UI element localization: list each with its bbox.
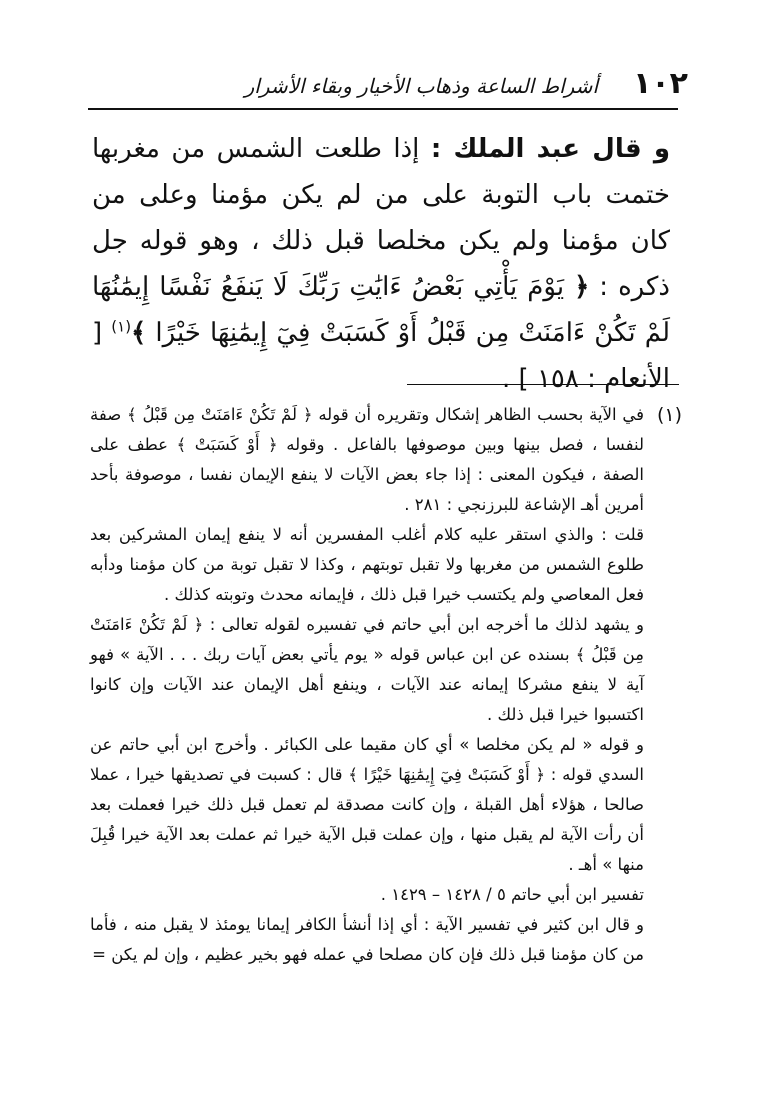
verse-open-bracket: ﴿ xyxy=(574,272,590,302)
quran-verse: يَوْمَ يَأْتِي بَعْضُ ءَايَٰتِ رَبِّكَ لَا يَنفَعُ نَفْسًا إِيمَٰنُهَا لَمْ تَكُنْ ءَامَنَتْ مِن قَبْلُ أَوْ كَسَبَتْ فِيٓ إِيمَٰنِهَا خَيْرًا xyxy=(92,272,670,348)
footnote-text: في الآية بحسب الظاهر إشكال وتقريره أن قوله ﴿ لَمْ تَكُنْ ءَامَنَتْ مِن قَبْلُ ﴾ صفة لنفسا ، فصل بينها وبين موصوفها بالفاعل . وقوله ﴿ أَوْ كَسَبَتْ ﴾ عطف على الصفة ، فيكون المعنى : إذا جاء بعض الآيات لا ينفع الإيمان نفسا ، موصوفة بأحد أمرين أهـ الإشاعة للبرزنجي : ٢٨١ . xyxy=(90,405,644,514)
footnotes-section xyxy=(90,400,680,970)
main-paragraph xyxy=(92,126,670,402)
speaker-label: و قال عبد الملك : xyxy=(430,134,671,164)
footnote-paragraph: و قوله « لم يكن مخلصا » أي كان مقيما على الكبائر . وأخرج ابن أبي حاتم عن السدي قوله : ﴿ أَوْ كَسَبَتْ فِيٓ إِيمَٰنِهَا خَيْرًا ﴾ قال : كسبت في تصديقها خيرا ، عملا صالحا ، هؤلاء أهل القبلة ، وإن كانت مصدقة لم تعمل قبل ذلك خيرا فعملت بعد أن رأت الآية لم يقبل منها ، وإن عملت قبل الآية خيرا ثم عملت بعد الآية خيرا قُبِلَ منها » أهـ . xyxy=(90,735,644,874)
footnote-separator xyxy=(407,384,679,385)
page-header xyxy=(88,66,688,110)
footnote-paragraph: قلت : والذي استقر عليه كلام أغلب المفسرين أنه لا ينفع إيمان المشركين بعد طلوع الشمس من مغربها ولا تقبل توبتهم ، وكذا لا تقبل توبة من كان مؤمنا ودأبه فعل المعاصي ولم يكتسب خيرا قبل ذلك ، فإيمانه محدث وتوبته كذلك . xyxy=(90,525,644,604)
footnote-source: تفسير ابن أبي حاتم ٥ / ١٤٢٨ – ١٤٢٩ . xyxy=(380,885,644,904)
verse-close-bracket: ﴾ xyxy=(131,318,147,348)
page-number: ١٠٢ xyxy=(633,66,688,101)
footnote-marker: (١) xyxy=(656,404,682,426)
main-text-body: إذا طلعت الشمس من مغربها ختمت باب التوبة على من لم يكن مؤمنا وعلى من كان مؤمنا ولم يكن مخلصا قبل ذلك ، وهو قوله جل ذكره : xyxy=(92,134,670,302)
footnote-reference[interactable]: (١) xyxy=(111,317,132,336)
footnote-1 xyxy=(90,400,680,520)
footnote-paragraph: و يشهد لذلك ما أخرجه ابن أبي حاتم في تفسيره لقوله تعالى : ﴿ لَمْ تَكُنْ ءَامَنَتْ مِن قَبْلُ ﴾ بسنده عن ابن عباس قوله « يوم يأتي بعض آيات ربك . . . الآية » فهو آية لا ينفع مشركا إيمانه عند الآيات ، وينفع أهل الإيمان عند الآيات وإن كانوا اكتسبوا خيرا قبل ذلك . xyxy=(90,615,644,724)
main-text xyxy=(92,126,670,402)
footnote-paragraph: و قال ابن كثير في تفسير الآية : أي إذا أنشأ الكافر إيمانا يومئذ لا يقبل منه ، فأما من كان مؤمنا قبل ذلك فإن كان مصلحا في عمله فهو بخير عظيم ، وإن لم يكن = xyxy=(90,915,644,964)
verse-citation: [ الأنعام : ١٥٨ ] . xyxy=(92,318,670,394)
running-title: أشراط الساعة وذهاب الأخيار وبقاء الأشرار xyxy=(244,74,598,98)
